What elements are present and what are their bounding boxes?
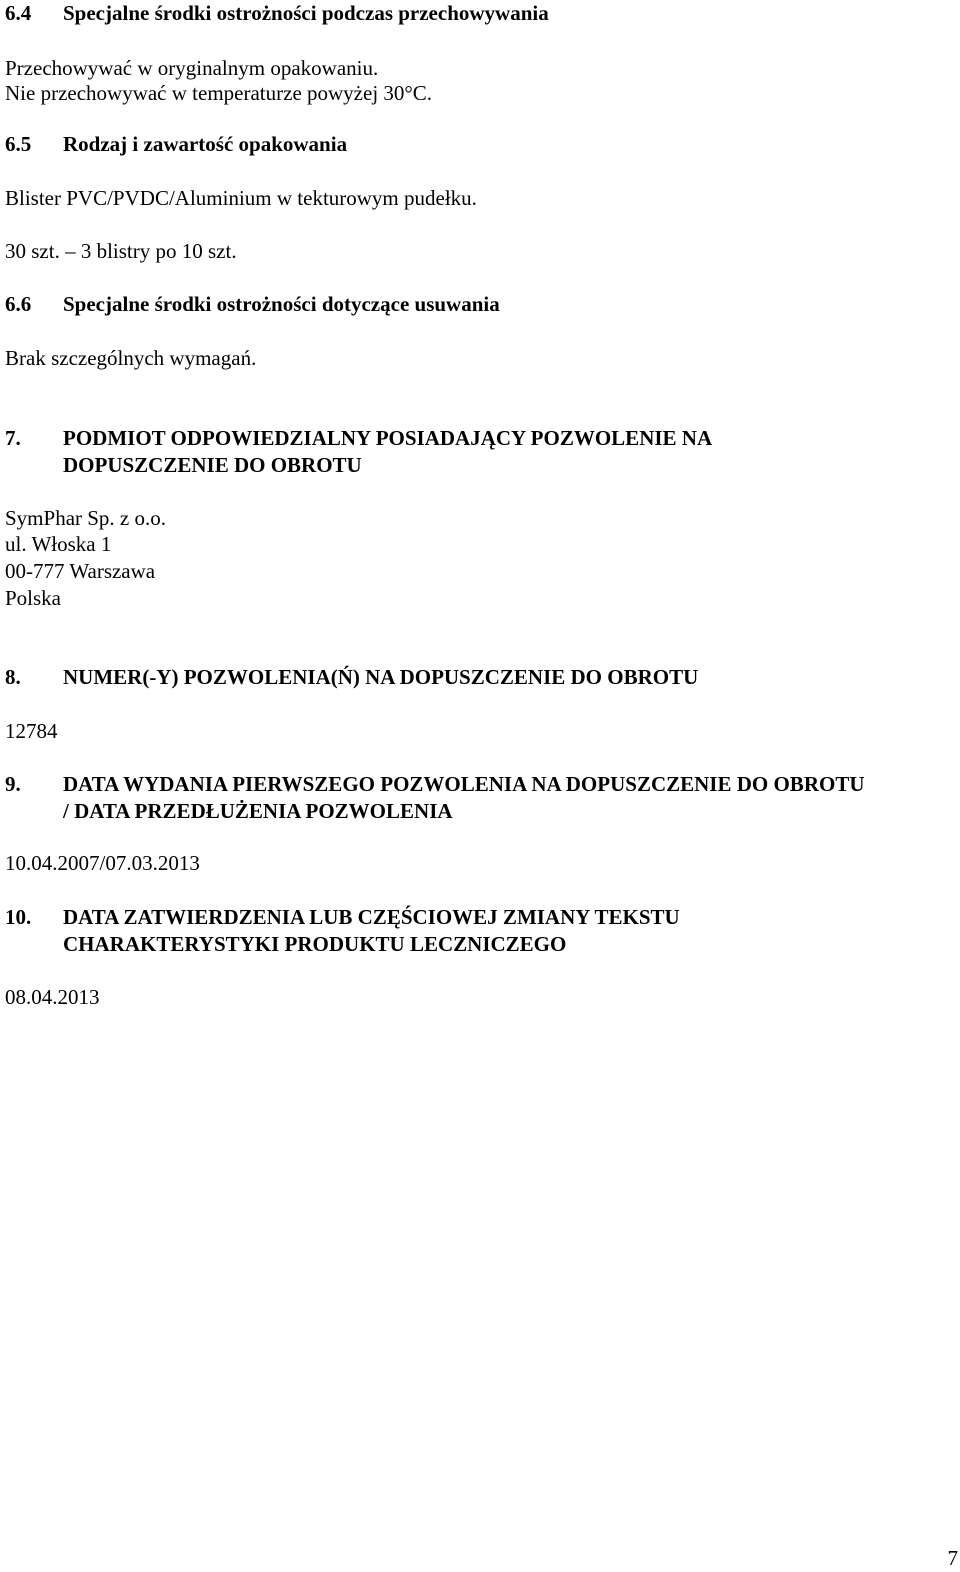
section-heading-6-4 — [5, 0, 549, 27]
body-text-line: 00-777 Warszawa — [5, 559, 156, 583]
section-number: 8. — [5, 665, 21, 689]
section-title: Specjalne środki ostrożności podczas przechowywania — [63, 1, 549, 25]
section-number: 6.5 — [5, 132, 32, 156]
section-number: 9. — [5, 772, 21, 796]
section-title-line: DATA WYDANIA PIERWSZEGO POZWOLENIA NA DOPUSZCZENIE DO OBROTU — [63, 772, 865, 796]
body-text-line: ul. Włoska 1 — [5, 532, 112, 556]
body-text-line: SymPhar Sp. z o.o. — [5, 506, 167, 530]
page-number: 7 — [947, 1546, 958, 1570]
body-text-line: Przechowywać w oryginalnym opakowaniu. — [5, 56, 379, 80]
body-text-line: 08.04.2013 — [5, 985, 100, 1009]
body-text-line: 30 szt. – 3 blistry po 10 szt. — [5, 239, 237, 263]
section-heading-6-5 — [5, 131, 347, 158]
section-heading-10 — [5, 904, 680, 958]
section-title: NUMER(-Y) POZWOLENIA(Ń) NA DOPUSZCZENIE DO OBROTU — [63, 665, 699, 689]
body-text-line: 12784 — [5, 719, 58, 743]
section-number: 10. — [5, 905, 32, 929]
section-title: Specjalne środki ostrożności dotyczące usuwania — [63, 292, 500, 316]
section-heading-9 — [5, 771, 865, 825]
section-number: 7. — [5, 426, 21, 450]
body-text-line: Polska — [5, 586, 62, 610]
section-title-line: PODMIOT ODPOWIEDZIALNY POSIADAJĄCY POZWOLENIE NA — [63, 426, 713, 450]
section-title-line: DATA ZATWIERDZENIA LUB CZĘŚCIOWEJ ZMIANY TEKSTU — [63, 905, 680, 929]
section-title-line: / DATA PRZEDŁUŻENIA POZWOLENIA — [63, 799, 453, 823]
section-heading-8 — [5, 664, 698, 691]
section-title-line: DOPUSZCZENIE DO OBROTU — [63, 453, 362, 477]
section-title: Rodzaj i zawartość opakowania — [63, 132, 348, 156]
section-number: 6.4 — [5, 1, 32, 25]
section-heading-7 — [5, 425, 712, 479]
body-text-line: 10.04.2007/07.03.2013 — [5, 851, 200, 875]
section-number: 6.6 — [5, 292, 32, 316]
body-text-line: Nie przechowywać w temperaturze powyżej 30°C. — [5, 81, 433, 105]
section-heading-6-6 — [5, 291, 500, 318]
section-title-line: CHARAKTERYSTYKI PRODUKTU LECZNICZEGO — [63, 932, 567, 956]
body-text-line: Blister PVC/PVDC/Aluminium w tekturowym pudełku. — [5, 186, 477, 210]
body-text-line: Brak szczególnych wymagań. — [5, 346, 257, 370]
